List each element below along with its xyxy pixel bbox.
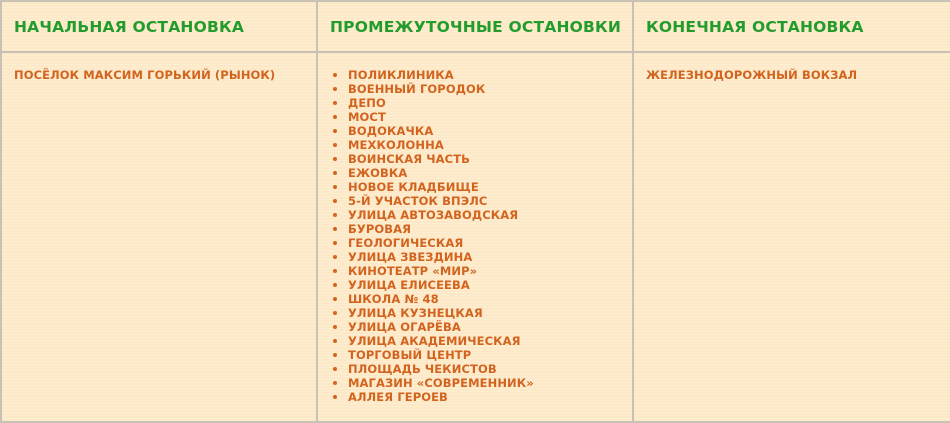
- bullet-icon: [333, 199, 337, 203]
- list-item: [333, 236, 632, 250]
- bullet-icon: [333, 143, 337, 147]
- list-item: [333, 124, 632, 138]
- list-item: [333, 264, 632, 278]
- stop-name: УЛИЦА АКАДЕМИЧЕСКАЯ: [348, 334, 521, 348]
- list-item: [333, 222, 632, 236]
- stop-name: МАГАЗИН «СОВРЕМЕННИК»: [348, 376, 534, 390]
- list-item: [333, 362, 632, 376]
- list-item: [333, 292, 632, 306]
- stop-name: МЕХКОЛОННА: [348, 138, 444, 152]
- stop-name: ВОЕННЫЙ ГОРОДОК: [348, 82, 486, 96]
- list-item: [333, 194, 632, 208]
- stop-name: АЛЛЕЯ ГЕРОЕВ: [348, 390, 448, 404]
- bullet-icon: [333, 283, 337, 287]
- list-item: [333, 138, 632, 152]
- header-cell-end: [633, 1, 950, 52]
- list-item: [333, 390, 632, 404]
- start-stop-cell: [1, 52, 317, 422]
- stop-name: ВОДОКАЧКА: [348, 124, 434, 138]
- stop-name: 5-Й УЧАСТОК ВПЭЛС: [348, 194, 488, 208]
- bullet-icon: [333, 269, 337, 273]
- table-body-row: [1, 52, 950, 422]
- bullet-icon: [333, 171, 337, 175]
- start-stop-name: ПОСЁЛОК МАКСИМ ГОРЬКИЙ (РЫНОК): [14, 68, 276, 82]
- bullet-icon: [333, 353, 337, 357]
- stop-name: НОВОЕ КЛАДБИЩЕ: [348, 180, 479, 194]
- stop-name: МОСТ: [348, 110, 386, 124]
- stop-name: ТОРГОВЫЙ ЦЕНТР: [348, 348, 472, 362]
- list-item: [333, 68, 632, 82]
- list-item: [333, 208, 632, 222]
- stop-name: УЛИЦА ЕЛИСЕЕВА: [348, 278, 470, 292]
- end-stop-header: КОНЕЧНАЯ ОСТАНОВКА: [646, 18, 864, 36]
- stop-name: УЛИЦА ЗВЕЗДИНА: [348, 250, 473, 264]
- table-header-row: [1, 1, 950, 52]
- stop-name: ПЛОЩАДЬ ЧЕКИСТОВ: [348, 362, 497, 376]
- end-stop-name: ЖЕЛЕЗНОДОРОЖНЫЙ ВОКЗАЛ: [646, 68, 858, 82]
- bullet-icon: [333, 129, 337, 133]
- list-item: [333, 96, 632, 110]
- bullet-icon: [333, 311, 337, 315]
- stop-name: ДЕПО: [348, 96, 386, 110]
- list-item: [333, 348, 632, 362]
- stop-name: ШКОЛА № 48: [348, 292, 439, 306]
- list-item: [333, 334, 632, 348]
- list-item: [333, 82, 632, 96]
- stop-name: ВОИНСКАЯ ЧАСТЬ: [348, 152, 471, 166]
- stop-name: УЛИЦА АВТОЗАВОДСКАЯ: [348, 208, 519, 222]
- bullet-icon: [333, 185, 337, 189]
- stop-name: ЕЖОВКА: [348, 166, 408, 180]
- bullet-icon: [333, 115, 337, 119]
- stop-name: ПОЛИКЛИНИКА: [348, 68, 454, 82]
- bullet-icon: [333, 255, 337, 259]
- stop-name: КИНОТЕАТР «МИР»: [348, 264, 478, 278]
- stop-name: УЛИЦА ОГАРЁВА: [348, 320, 461, 334]
- list-item: [333, 152, 632, 166]
- bullet-icon: [333, 87, 337, 91]
- stop-name: ГЕОЛОГИЧЕСКАЯ: [348, 236, 464, 250]
- list-item: [333, 320, 632, 334]
- bullet-icon: [333, 157, 337, 161]
- bullet-icon: [333, 227, 337, 231]
- header-cell-start: [1, 1, 317, 52]
- list-item: [333, 306, 632, 320]
- bullet-icon: [333, 381, 337, 385]
- bullet-icon: [333, 325, 337, 329]
- bullet-icon: [333, 367, 337, 371]
- bullet-icon: [333, 241, 337, 245]
- header-cell-middle: [317, 1, 633, 52]
- bullet-icon: [333, 395, 337, 399]
- stop-name: БУРОВАЯ: [348, 222, 412, 236]
- bullet-icon: [333, 339, 337, 343]
- start-stop-header: НАЧАЛЬНАЯ ОСТАНОВКА: [14, 18, 245, 36]
- list-item: [333, 166, 632, 180]
- bullet-icon: [333, 73, 337, 77]
- bullet-icon: [333, 297, 337, 301]
- list-item: [333, 278, 632, 292]
- bullet-icon: [333, 101, 337, 105]
- list-item: [333, 180, 632, 194]
- list-item: [333, 250, 632, 264]
- intermediate-stops-cell: [317, 52, 633, 422]
- stop-name: УЛИЦА КУЗНЕЦКАЯ: [348, 306, 483, 320]
- list-item: [333, 110, 632, 124]
- intermediate-stops-list: [330, 68, 632, 404]
- end-stop-cell: [633, 52, 950, 422]
- bullet-icon: [333, 213, 337, 217]
- list-item: [333, 376, 632, 390]
- intermediate-stops-header: ПРОМЕЖУТОЧНЫЕ ОСТАНОВКИ: [330, 18, 622, 36]
